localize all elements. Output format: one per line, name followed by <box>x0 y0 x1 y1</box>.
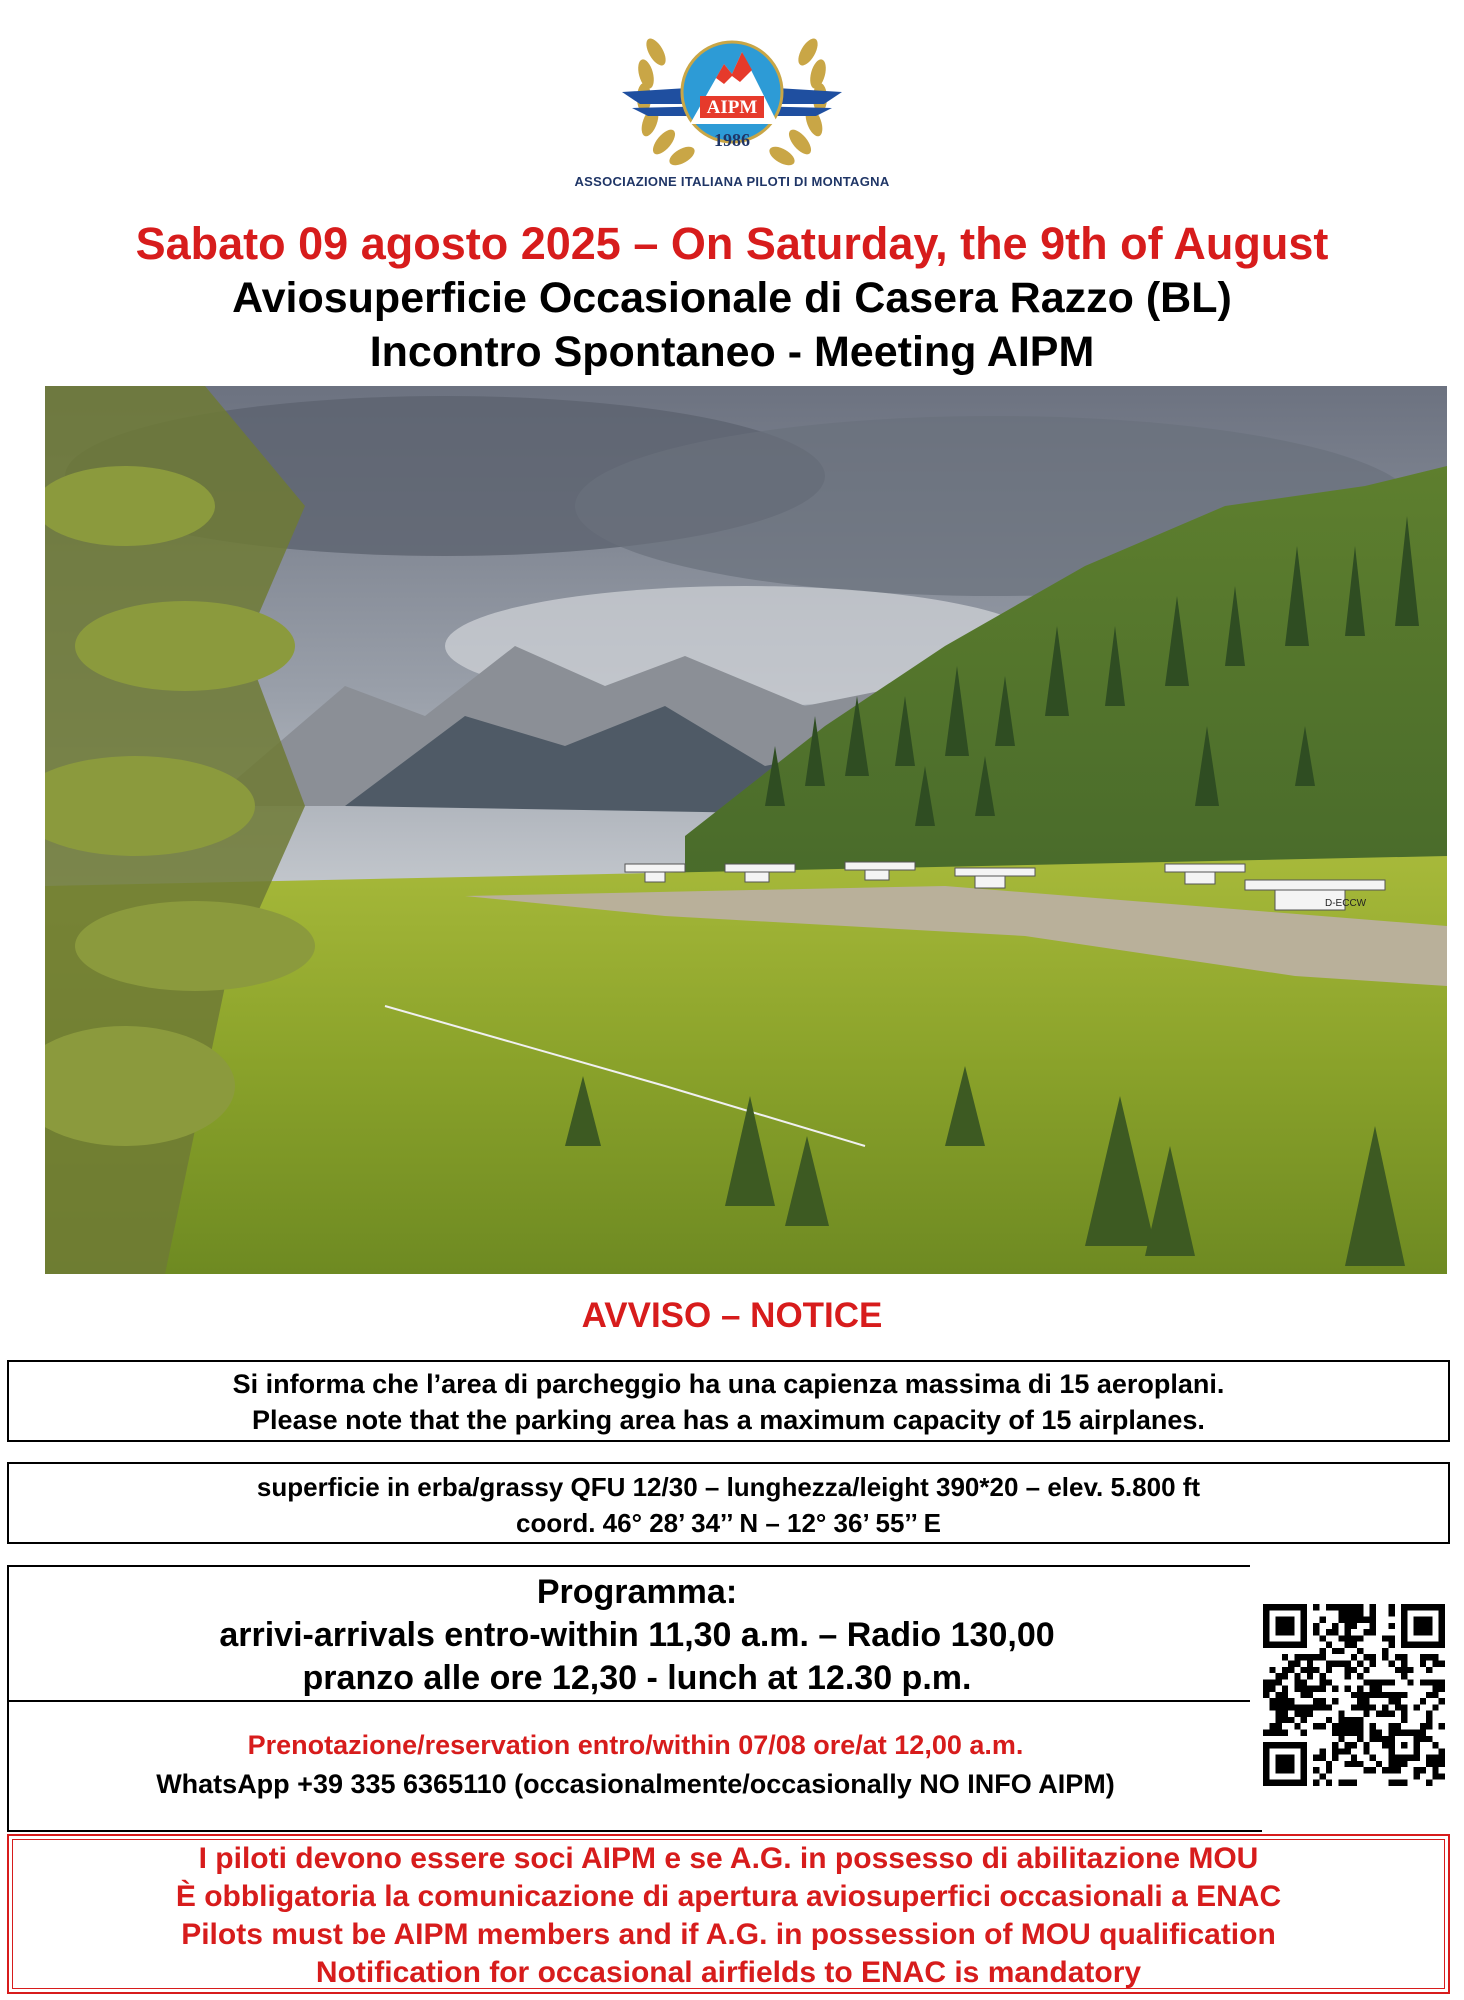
reservation-deadline: Prenotazione/reservation entro/within 07/08 ore/at 12,00 a.m. <box>247 1730 1024 1760</box>
capacity-text-it: Si informa che l’area di parcheggio ha una capienza massima di 15 aeroplani. <box>232 1369 1225 1399</box>
parking-capacity-box <box>7 1360 1450 1442</box>
airfield-photo <box>45 386 1447 1274</box>
event-date: Sabato 09 agosto 2025 – On Saturday, the 9th of August <box>135 218 1329 269</box>
aipm-logo <box>620 12 844 190</box>
reservation-box <box>7 1702 1262 1832</box>
organization-name: ASSOCIAZIONE ITALIANA PILOTI DI MONTAGNA <box>574 174 890 189</box>
notice-title: AVVISO – NOTICE <box>581 1296 883 1335</box>
logo-acronym: AIPM <box>706 97 758 118</box>
runway-text: superficie in erba/grassy QFU 12/30 – lunghezza/leight 390*20 – elev. 5.800 ft <box>256 1472 1201 1502</box>
runway-info-box <box>7 1462 1450 1544</box>
aircraft-registration: D-ECCW <box>1325 898 1367 909</box>
requirement-line-3: Pilots must be AIPM members and if A.G. in possession of MOU qualification <box>181 1918 1276 1951</box>
coordinates-text: coord. 46° 28’ 34’’ N – 12° 36’ 55’’ E <box>515 1508 942 1538</box>
event-location: Aviosuperficie Occasionale di Casera Razzo (BL) <box>232 274 1232 322</box>
event-title: Incontro Spontaneo - Meeting AIPM <box>369 328 1095 376</box>
requirement-line-4: Notification for occasional airfields to ENAC is mandatory <box>315 1956 1142 1989</box>
program-lunch: pranzo alle ore 12,30 - lunch at 12.30 p.m. <box>302 1659 972 1697</box>
program-arrivals: arrivi-arrivals entro-within 11,30 a.m. – Radio 130,00 <box>219 1616 1055 1654</box>
pilot-requirements-box <box>7 1834 1450 1994</box>
whatsapp-contact: WhatsApp +39 335 6365110 (occasionalmente/occasionally NO INFO AIPM) <box>156 1769 1115 1799</box>
capacity-text-en: Please note that the parking area has a maximum capacity of 15 airplanes. <box>252 1405 1205 1435</box>
requirement-line-2: È obbligatoria la comunicazione di apertura aviosuperfici occasionali a ENAC <box>175 1880 1282 1913</box>
program-title: Programma: <box>536 1573 738 1611</box>
logo-year: 1986 <box>714 130 750 150</box>
program-box <box>7 1565 1250 1702</box>
qr-code[interactable] <box>1263 1604 1445 1786</box>
requirement-line-1: I piloti devono essere soci AIPM e se A.G. in possesso di abilitazione MOU <box>198 1842 1259 1875</box>
